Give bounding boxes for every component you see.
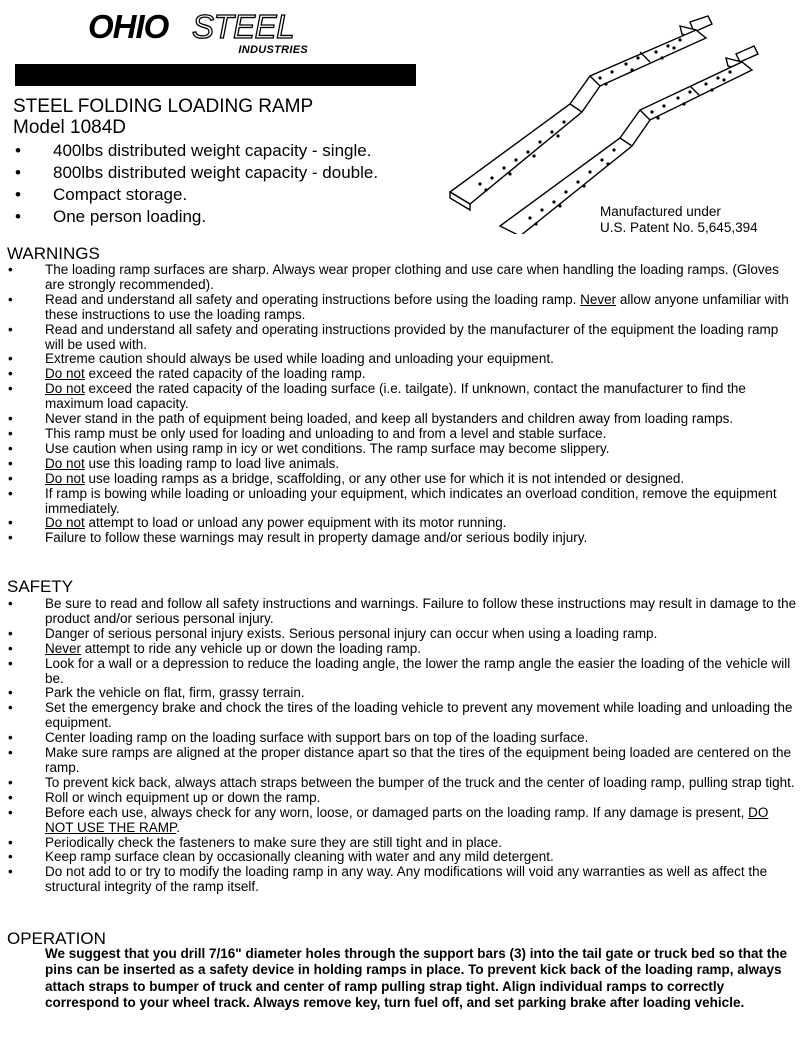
list-item: • This ramp must be only used for loading and unloading to and from a level and stable surface.: [7, 427, 800, 442]
list-item: • Read and understand all safety and operating instructions provided by the manufacturer of the equipment the loading ramp will be used with.: [7, 323, 800, 353]
feature-item: • 800lbs distributed weight capacity - double.: [13, 162, 378, 184]
list-item: • Look for a wall or a depression to reduce the loading angle, the lower the ramp angle the easier the loading of the vehicle will be.: [7, 657, 800, 687]
list-item: • The loading ramp surfaces are sharp. Always wear proper clothing and use care when handling the loading ramps. (Gloves are strongly recommended).: [7, 263, 800, 293]
warnings-list: [7, 263, 800, 546]
product-title: STEEL FOLDING LOADING RAMP: [13, 96, 314, 117]
list-item: • To prevent kick back, always attach straps between the bumper of the truck and the center of loading ramp, pulling strap tight.: [7, 776, 800, 791]
list-item: • Read and understand all safety and operating instructions before using the loading ramp. Never allow anyone unfamiliar with these instructions to use the loading ramps.: [7, 293, 800, 323]
list-item: • Use caution when using ramp in icy or wet conditions. The ramp surface may become slippery.: [7, 442, 800, 457]
list-item: • Never attempt to ride any vehicle up or down the loading ramp.: [7, 642, 800, 657]
list-item: • Periodically check the fasteners to make sure they are still tight and in place.: [7, 836, 800, 851]
list-item: • Be sure to read and follow all safety instructions and warnings. Failure to follow these instructions may result in damage to the product and/or serious personal injury.: [7, 597, 800, 627]
patent-line-1: Manufactured under: [600, 204, 721, 219]
product-model: Model 1084D: [13, 117, 127, 138]
header-black-bar: [15, 64, 416, 86]
list-item: • Park the vehicle on flat, firm, grassy terrain.: [7, 686, 800, 701]
list-item: • Roll or winch equipment up or down the ramp.: [7, 791, 800, 806]
list-item: • Do not attempt to load or unload any power equipment with its motor running.: [7, 516, 800, 531]
list-item: • Danger of serious personal injury exists. Serious personal injury can occur when using a loading ramp.: [7, 627, 800, 642]
warnings-heading: WARNINGS: [7, 244, 100, 263]
list-item: • Set the emergency brake and chock the tires of the loading vehicle to prevent any movement while loading and unloading the equipment.: [7, 701, 800, 731]
list-item: • If ramp is bowing while loading or unloading your equipment, which indicates an overload condition, remove the equipment immediately.: [7, 487, 800, 517]
logo-industries: INDUSTRIES: [238, 44, 308, 56]
list-item: • Keep ramp surface clean by occasionally cleaning with water and any mild detergent.: [7, 850, 800, 865]
feature-list: [13, 140, 378, 228]
ramp-illustration: [440, 14, 780, 234]
list-item: • Do not add to or try to modify the loading ramp in any way. Any modifications will void any warranties as well as affect the structural integrity of the ramp itself.: [7, 865, 800, 895]
list-item: • Do not use loading ramps as a bridge, scaffolding, or any other use for which it is not intended or designed.: [7, 472, 800, 487]
feature-item: • 400lbs distributed weight capacity - single.: [13, 140, 378, 162]
ramp-perforations: [478, 38, 731, 225]
patent-note: [600, 204, 758, 236]
safety-list: [7, 597, 800, 895]
list-item: • Do not exceed the rated capacity of the loading ramp.: [7, 367, 800, 382]
list-item: • Before each use, always check for any worn, loose, or damaged parts on the loading ramp. If any damage is present, DO NOT USE THE RAMP.: [7, 806, 800, 836]
list-item: • Do not exceed the rated capacity of the loading surface (i.e. tailgate). If unknown, contact the manufacturer to find the maximum load capacity.: [7, 382, 800, 412]
list-item: • Make sure ramps are aligned at the proper distance apart so that the tires of the equipment being loaded are centered on the ramp.: [7, 746, 800, 776]
list-item: • Never stand in the path of equipment being loaded, and keep all bystanders and children away from loading ramps.: [7, 412, 800, 427]
operation-text: We suggest that you drill 7/16" diameter holes through the support bars (3) into the tail gate or truck bed so that the pins can be inserted as a safety device in holding ramps in place. To prevent kick back of the loading ramp, always attach straps to bumper of truck and center of ramp pulling strap tight. Align individual ramps to correctly correspond to your wheel track. Always remove key, turn fuel off, and set parking brake after loading vehicle.: [45, 946, 787, 1010]
ohio-steel-logo: [88, 6, 310, 56]
list-item: • Do not use this loading ramp to load live animals.: [7, 457, 800, 472]
patent-line-2: U.S. Patent No. 5,645,394: [600, 220, 758, 235]
logo-ohio: OHIO: [88, 8, 169, 45]
list-item: • Extreme caution should always be used while loading and unloading your equipment.: [7, 352, 800, 367]
list-item: • Center loading ramp on the loading surface with support bars on top of the loading surface.: [7, 731, 800, 746]
operation-heading: OPERATION: [7, 929, 106, 948]
feature-item: • Compact storage.: [13, 184, 378, 206]
logo-steel: STEEL: [192, 8, 295, 45]
list-item: • Failure to follow these warnings may result in property damage and/or serious bodily injury.: [7, 531, 800, 546]
safety-heading: SAFETY: [7, 577, 74, 596]
feature-item: • One person loading.: [13, 206, 378, 228]
